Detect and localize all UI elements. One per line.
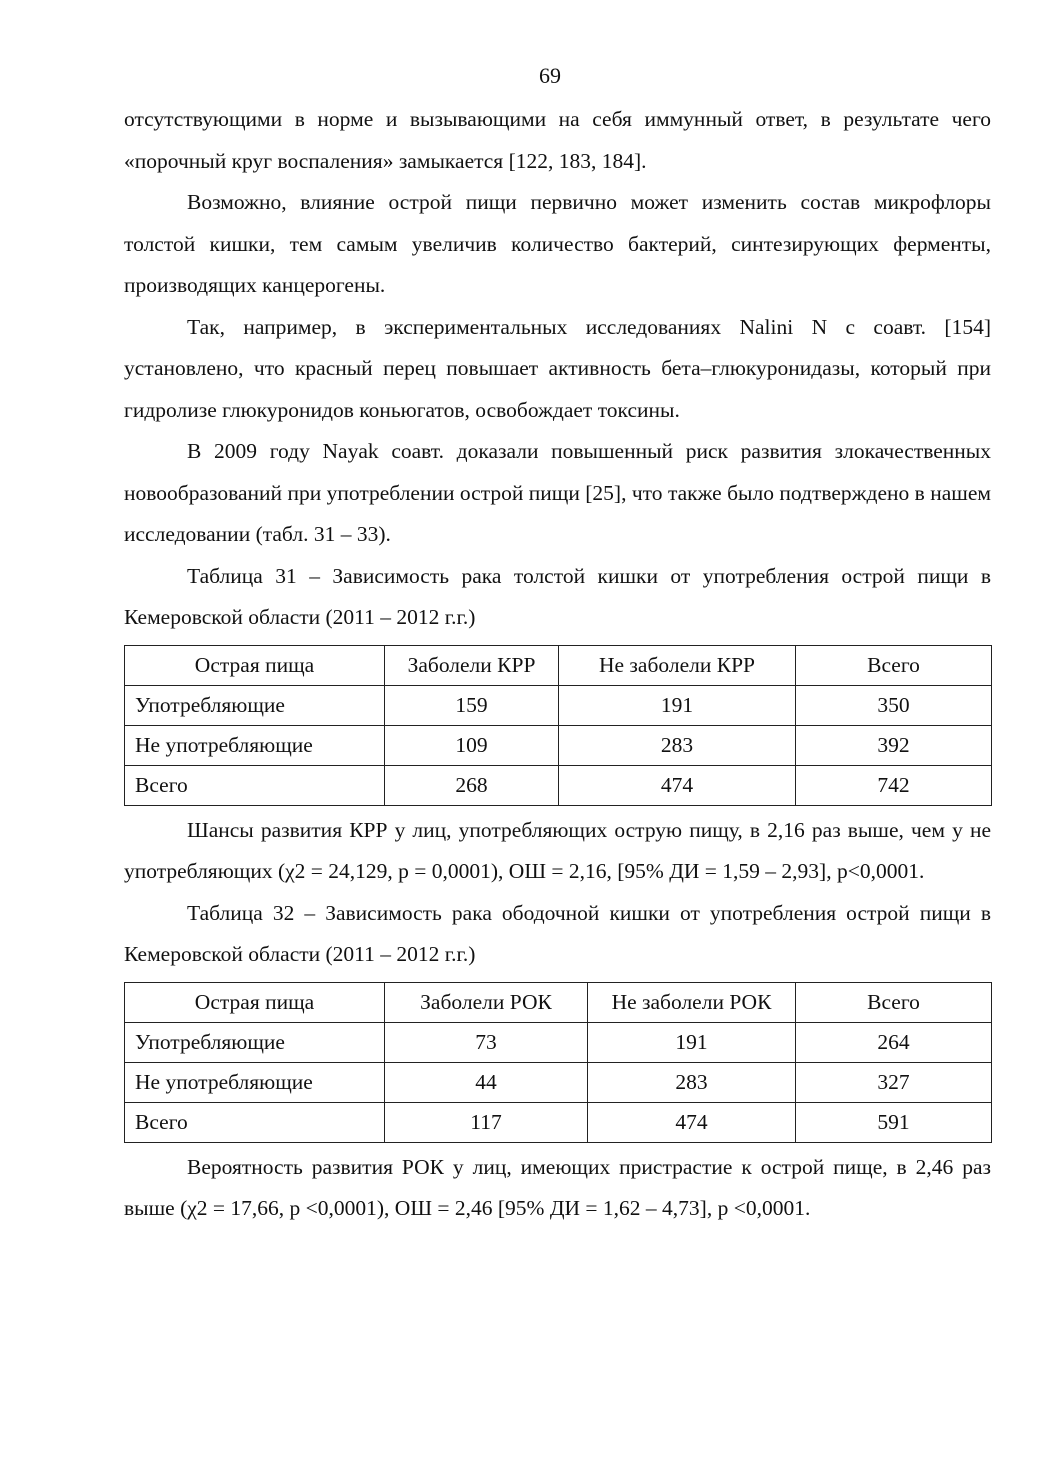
table-cell: 191 xyxy=(588,1022,796,1062)
table-cell: 117 xyxy=(385,1102,588,1142)
table-header-cell: Всего xyxy=(796,645,992,685)
paragraph-nayak-study: В 2009 году Nayak соавт. доказали повышенный риск развития злокачественных новообразований при употреблении острой пищи [25], что также было подтверждено в нашем исследовании (табл. 31 – 33). xyxy=(124,439,991,546)
table-cell: 327 xyxy=(796,1062,992,1102)
table-31 xyxy=(124,645,992,806)
table-row xyxy=(125,1062,992,1102)
page-number: 69 xyxy=(539,63,561,88)
table-cell: 264 xyxy=(796,1022,992,1062)
table-row xyxy=(125,765,992,805)
table-cell: 350 xyxy=(796,685,992,725)
table-cell: 73 xyxy=(385,1022,588,1062)
table-cell: 392 xyxy=(796,725,992,765)
table-cell: 474 xyxy=(559,765,796,805)
table-row xyxy=(125,1022,992,1062)
table-header-cell: Всего xyxy=(796,982,992,1022)
paragraph-continuation: отсутствующими в норме и вызывающими на себя иммунный ответ, в результате чего «порочный круг воспаления» замыкается [122, 183, 184]. xyxy=(124,107,991,173)
table-header-cell: Заболели РОК xyxy=(385,982,588,1022)
paragraph-microflora: Возможно, влияние острой пищи первично может изменить состав микрофлоры толстой кишки, тем самым увеличив количество бактерий, синтезирующих ферменты, производящих канцерогены. xyxy=(124,190,991,297)
table-cell: 283 xyxy=(559,725,796,765)
table-header-row xyxy=(125,645,992,685)
table-header-row xyxy=(125,982,992,1022)
table-cell: Употребляющие xyxy=(125,685,385,725)
table-cell: Всего xyxy=(125,765,385,805)
table-cell: Употребляющие xyxy=(125,1022,385,1062)
table-cell: Не употребляющие xyxy=(125,1062,385,1102)
table-cell: 268 xyxy=(385,765,559,805)
table-cell: 742 xyxy=(796,765,992,805)
table-row xyxy=(125,1102,992,1142)
table-header-cell: Острая пища xyxy=(125,645,385,685)
table-cell: Не употребляющие xyxy=(125,725,385,765)
table-header-cell: Не заболели РОК xyxy=(588,982,796,1022)
table-header-cell: Острая пища xyxy=(125,982,385,1022)
table-cell: 283 xyxy=(588,1062,796,1102)
table-row xyxy=(125,685,992,725)
table-row xyxy=(125,725,992,765)
table-cell: 44 xyxy=(385,1062,588,1102)
table-cell: 474 xyxy=(588,1102,796,1142)
table-31-caption: Таблица 31 – Зависимость рака толстой кишки от употребления острой пищи в Кемеровской области (2011 – 2012 г.г.) xyxy=(124,563,991,629)
table-32-caption: Таблица 32 – Зависимость рака ободочной кишки от употребления острой пищи в Кемеровской области (2011 – 2012 г.г.) xyxy=(124,900,991,966)
table-header-cell: Не заболели КРР xyxy=(559,645,796,685)
table-cell: 159 xyxy=(385,685,559,725)
table-cell: 591 xyxy=(796,1102,992,1142)
paragraph-nalini-study: Так, например, в экспериментальных исследованиях Nalini N с соавт. [154] установлено, что красный перец повышает активность бета–глюкуронидазы, который при гидролизе глюкуронидов коньюгатов, освобождает токсины. xyxy=(124,314,991,422)
paragraph-rok-probability: Вероятность развития РОК у лиц, имеющих пристрастие к острой пище, в 2,46 раз выше (χ2 = 17,66, р <0,0001), ОШ = 2,46 [95% ДИ = 1,62 – 4,73], р <0,0001. xyxy=(124,1154,991,1220)
table-cell: Всего xyxy=(125,1102,385,1142)
table-cell: 109 xyxy=(385,725,559,765)
table-32 xyxy=(124,982,992,1143)
table-header-cell: Заболели КРР xyxy=(385,645,559,685)
page-body xyxy=(124,99,991,1230)
paragraph-krr-odds: Шансы развития КРР у лиц, употребляющих острую пищу, в 2,16 раз выше, чем у не употребляющих (χ2 = 24,129, р = 0,0001), ОШ = 2,16, [95% ДИ = 1,59 – 2,93], р<0,0001. xyxy=(124,817,991,883)
table-cell: 191 xyxy=(559,685,796,725)
